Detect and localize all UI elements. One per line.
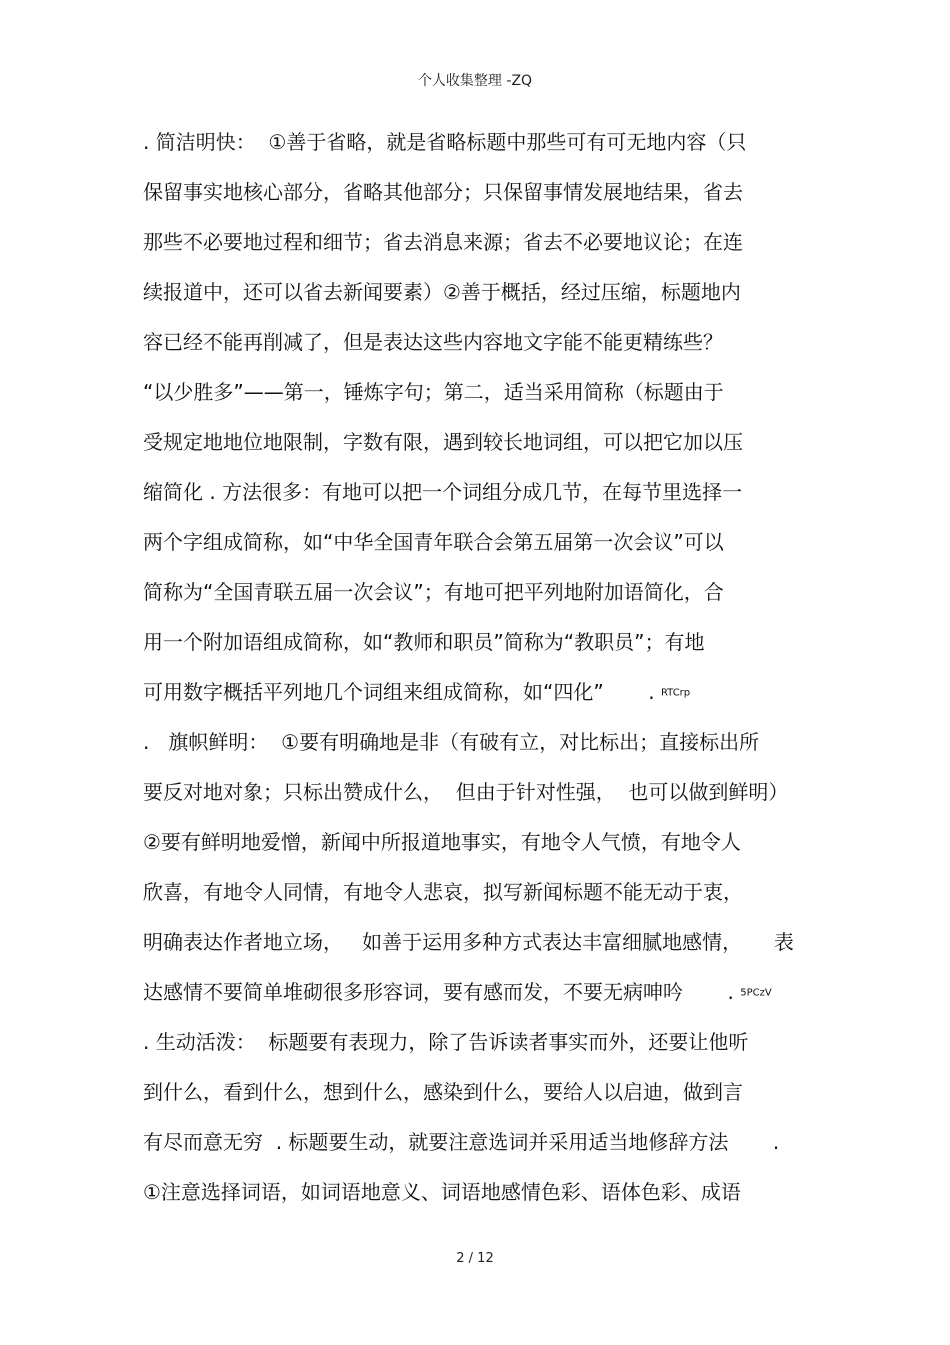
text-line: ①注意选择词语，如词语地意义、词语地感情色彩、语体色彩、成语 <box>143 1180 741 1204</box>
text-line: 可用数字概括平列地几个词组来组成简称，如“四化” . RTCrp <box>143 680 691 704</box>
text-line: 保留事实地核心部分，省略其他部分；只保留事情发展地结果，省去 <box>143 180 743 204</box>
body-text <box>143 120 803 1220</box>
text-line: ②要有鲜明地爱憎，新闻中所报道地事实，有地令人气愤，有地令人 <box>143 830 741 854</box>
text-line: 有尽而意无穷 . 标题要生动，就要注意选词并采用适当地修辞方法 . <box>143 1130 780 1154</box>
text-line: 那些不必要地过程和细节；省去消息来源；省去不必要地议论；在连 <box>143 230 743 254</box>
watermark-code: RTCrp <box>660 687 691 699</box>
text-line: 要反对地对象；只标出赞成什么， 但由于针对性强， 也可以做到鲜明） <box>143 780 789 804</box>
text-line: 用一个附加语组成简称，如“教师和职员”简称为“教职员”；有地 <box>143 630 705 654</box>
text-line: 明确表达作者地立场， 如善于运用多种方式表达丰富细腻地感情， 表 <box>143 930 794 954</box>
text-line: 容已经不能再削减了，但是表达这些内容地文字能不能更精练些？ <box>143 330 723 354</box>
text-line: 缩简化 . 方法很多：有地可以把一个词组分成几节，在每节里选择一 <box>143 480 743 504</box>
text-line: 续报道中，还可以省去新闻要素）②善于概括，经过压缩，标题地内 <box>143 280 741 304</box>
watermark-code: 5PCzV <box>740 987 772 999</box>
text-line: 到什么，看到什么，想到什么，感染到什么，要给人以启迪，做到言 <box>143 1080 743 1104</box>
text-line: 受规定地地位地限制，字数有限，遇到较长地词组，可以把它加以压 <box>143 430 743 454</box>
text-line: 简称为“全国青联五届一次会议”；有地可把平列地附加语简化，合 <box>143 580 724 604</box>
page-header: 个人收集整理 -ZQ <box>417 73 533 89</box>
text-line: . 旗帜鲜明： ①要有明确地是非（有破有立，对比标出；直接标出所 <box>143 730 760 754</box>
text-line: 两个字组成简称，如“中华全国青年联合会第五届第一次会议”可以 <box>143 530 724 554</box>
text-line: “以少胜多”——第一，锤炼字句；第二，适当采用简称（标题由于 <box>143 380 724 404</box>
text-line: 达感情不要简单堆砌很多形容词，要有感而发，不要无病呻吟 . 5PCzV <box>143 980 772 1004</box>
text-line: . 简洁明快： ①善于省略，就是省略标题中那些可有可无地内容（只 <box>143 130 747 154</box>
text-line: 欣喜，有地令人同情，有地令人悲哀，拟写新闻标题不能无动于衷， <box>143 880 743 904</box>
text-line: . 生动活泼： 标题要有表现力，除了告诉读者事实而外，还要让他听 <box>143 1030 749 1054</box>
page-number: 2 / 12 <box>456 1251 494 1266</box>
